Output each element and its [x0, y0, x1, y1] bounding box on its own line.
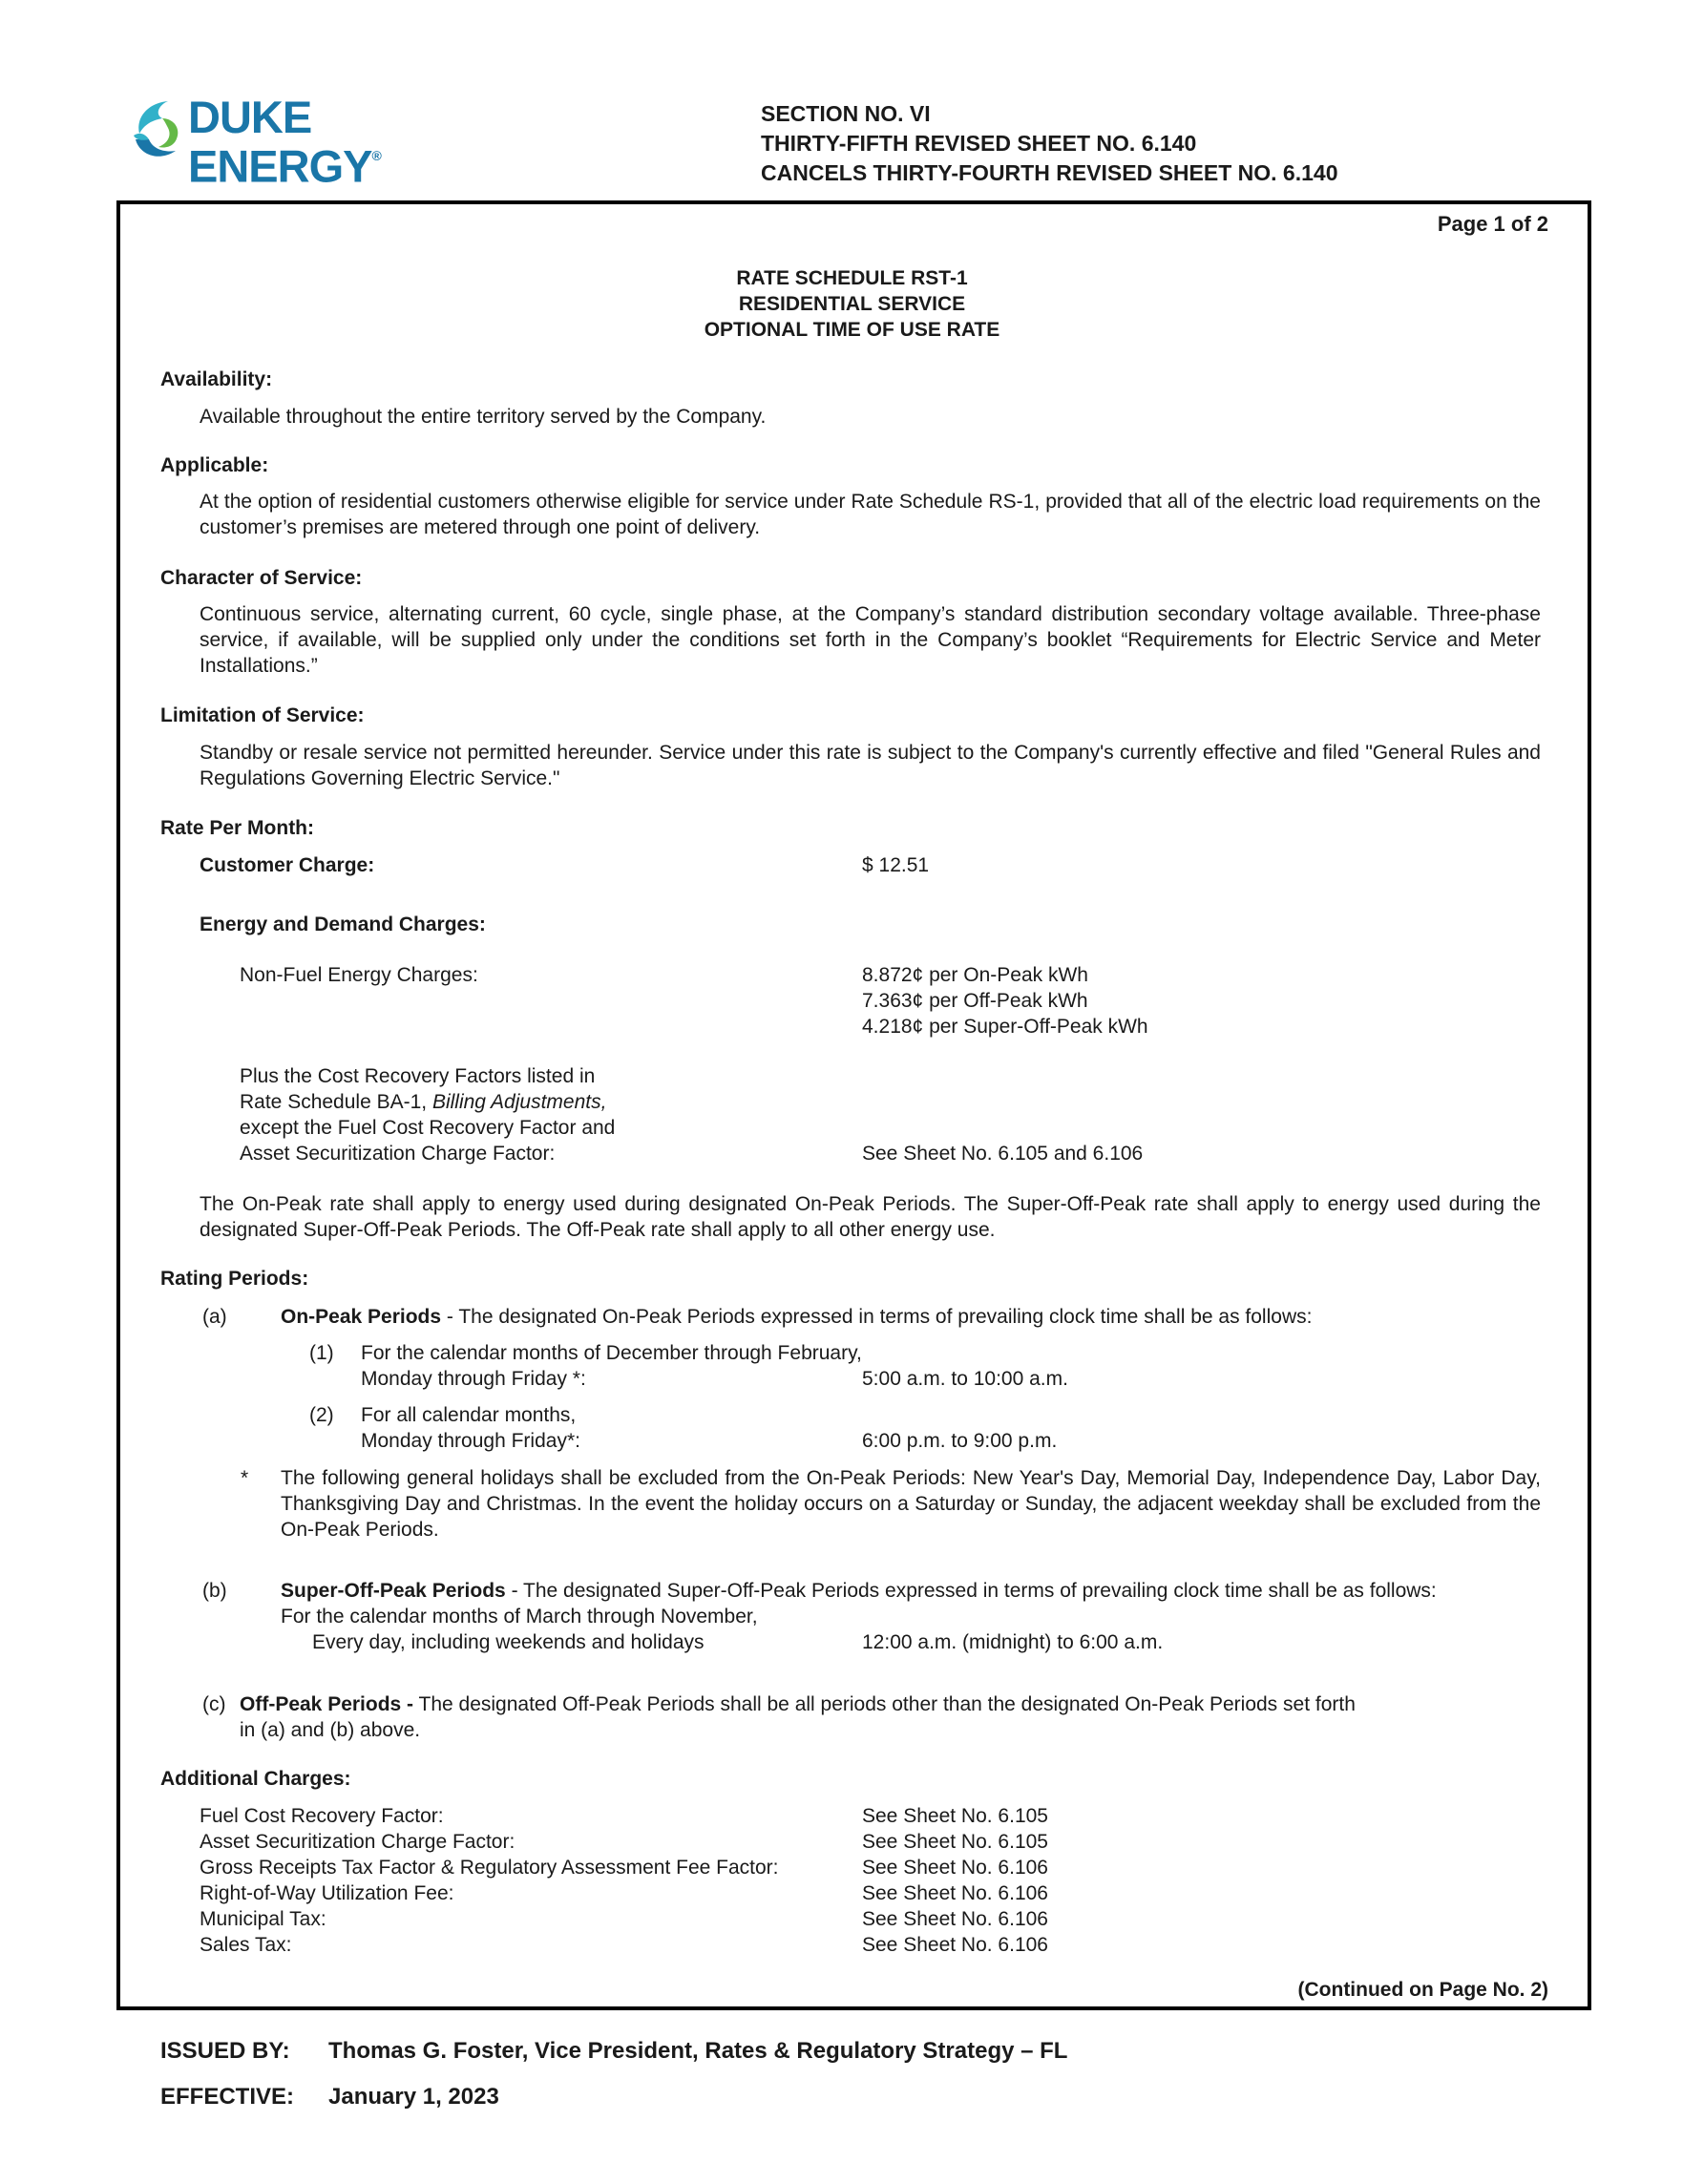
registered-mark: ®	[371, 148, 381, 163]
billing-adjustments-text: Billing Adjustments,	[431, 1091, 607, 1113]
availability-text: Available throughout the entire territory served by the Company.	[200, 406, 767, 428]
item-a1-number: (1)	[309, 1342, 334, 1364]
super-off-peak-rate: 4.218¢ per Super-Off-Peak kWh	[862, 1016, 1148, 1038]
super-off-peak-text	[281, 1578, 1437, 1604]
cost-recovery-value: See Sheet No. 6.105 and 6.106	[862, 1143, 1144, 1165]
charge-value: See Sheet No. 6.106	[862, 1934, 1048, 1956]
character-heading: Character of Service:	[160, 567, 363, 589]
title-line-3: OPTIONAL TIME OF USE RATE	[704, 319, 1000, 341]
charge-value: See Sheet No. 6.106	[862, 1857, 1048, 1879]
charge-label: Sales Tax:	[200, 1934, 292, 1956]
item-a1-time: 5:00 a.m. to 10:00 a.m.	[862, 1368, 1068, 1390]
on-peak-periods-title: On-Peak Periods	[281, 1306, 442, 1328]
off-peak-desc: The designated Off-Peak Periods shall be all periods other than the designated On-Peak Periods set forth	[413, 1693, 1356, 1715]
item-a2-line-1: For all calendar months,	[361, 1404, 577, 1426]
logo-energy-text: ENERGY	[188, 140, 372, 192]
limitation-text: Standby or resale service not permitted hereunder. Service under this rate is subject to the Company's currently effective and filed "General Rules and Regulations Governing Electric Service."	[200, 742, 1541, 789]
item-b-line-2: For the calendar months of March through November,	[281, 1606, 758, 1628]
item-c-line-2: in (a) and (b) above.	[240, 1719, 421, 1741]
nonfuel-values	[862, 962, 1148, 1040]
on-peak-periods-text	[281, 1304, 1312, 1330]
cost-recovery-line-1: Plus the Cost Recovery Factors listed in	[240, 1065, 596, 1087]
item-a-label: (a)	[202, 1306, 227, 1328]
charge-value: See Sheet No. 6.106	[862, 1882, 1048, 1904]
additional-charges-heading: Additional Charges:	[160, 1768, 351, 1790]
charge-value: See Sheet No. 6.106	[862, 1908, 1048, 1930]
logo-duke-text: DUKE	[188, 92, 312, 142]
revised-sheet: THIRTY-FIFTH REVISED SHEET NO. 6.140	[761, 131, 1197, 156]
item-a2-text	[361, 1402, 580, 1454]
customer-charge-label: Customer Charge:	[200, 854, 375, 876]
off-peak-text	[240, 1691, 1356, 1717]
title-line-1: RATE SCHEDULE RST-1	[736, 267, 968, 289]
charge-value: See Sheet No. 6.105	[862, 1805, 1048, 1827]
charge-label: Fuel Cost Recovery Factor:	[200, 1805, 444, 1827]
super-off-peak-title: Super-Off-Peak Periods	[281, 1580, 506, 1602]
applicable-text: At the option of residential customers otherwise eligible for service under Rate Schedule RS-1, provided that all of the electric load requirements on the customer’s premises are metered through one point of delivery.	[200, 491, 1541, 538]
cost-recovery-line-4: Asset Securitization Charge Factor:	[240, 1143, 556, 1165]
charge-label: Right-of-Way Utilization Fee:	[200, 1882, 454, 1904]
effective-value: January 1, 2023	[328, 2084, 499, 2110]
cost-recovery-line-2: Rate Schedule BA-1,	[240, 1091, 432, 1113]
sheet-header	[761, 99, 1337, 188]
on-peak-rate: 8.872¢ per On-Peak kWh	[862, 964, 1088, 986]
duke-energy-logo-mark-icon	[130, 97, 187, 164]
duke-energy-logo	[130, 92, 416, 192]
item-a1-line-1: For the calendar months of December through February,	[361, 1342, 862, 1364]
item-b-line-3: Every day, including weekends and holidays	[312, 1631, 705, 1653]
section-number: SECTION NO. VI	[761, 101, 931, 126]
off-peak-title: Off-Peak Periods -	[240, 1693, 414, 1715]
on-peak-periods-desc: - The designated On-Peak Periods expressed in terms of prevailing clock time shall be as follows:	[441, 1306, 1313, 1328]
rating-periods-heading: Rating Periods:	[160, 1268, 309, 1290]
energy-demand-heading: Energy and Demand Charges:	[200, 914, 486, 935]
off-peak-rate: 7.363¢ per Off-Peak kWh	[862, 990, 1088, 1012]
issued-by-value: Thomas G. Foster, Vice President, Rates & Regulatory Strategy – FL	[328, 2038, 1068, 2064]
additional-charges-labels	[200, 1803, 779, 1958]
additional-charges-values	[862, 1803, 1048, 1958]
item-a2-time: 6:00 p.m. to 9:00 p.m.	[862, 1430, 1058, 1452]
character-text: Continuous service, alternating current, 60 cycle, single phase, at the Company’s standard distribution secondary voltage available. Three-phase service, if available, will be supplied only under the conditions set forth in the Company’s booklet “Requirements for Electric Service and Meter Installations.”	[200, 603, 1541, 677]
item-a2-line-2: Monday through Friday*:	[361, 1430, 580, 1452]
availability-heading: Availability:	[160, 368, 273, 390]
item-c-label: (c)	[202, 1693, 226, 1715]
item-a1-text	[361, 1340, 862, 1392]
charge-label: Asset Securitization Charge Factor:	[200, 1831, 515, 1853]
title-line-2: RESIDENTIAL SERVICE	[738, 293, 966, 315]
rate-application-note: The On-Peak rate shall apply to energy used during designated On-Peak Periods. The Super-Off-Peak rate shall apply to energy used during the designated Super-Off-Peak Periods. The Off-Peak rate shall apply to all other energy use.	[200, 1193, 1541, 1241]
effective-label: EFFECTIVE:	[160, 2084, 295, 2110]
customer-charge-value: $ 12.51	[862, 854, 930, 876]
item-b-time: 12:00 a.m. (midnight) to 6:00 a.m.	[862, 1631, 1164, 1653]
charge-label: Municipal Tax:	[200, 1908, 326, 1930]
item-a2-number: (2)	[309, 1404, 334, 1426]
holiday-note: The following general holidays shall be excluded from the On-Peak Periods: New Year's Day, Memorial Day, Independence Day, Labor Day, Thanksgiving Day and Christmas. In the event the holiday occurs on a Saturday or Sunday, the adjacent weekday shall be excluded from the On-Peak Periods.	[281, 1467, 1541, 1541]
limitation-heading: Limitation of Service:	[160, 704, 365, 726]
cancels-sheet: CANCELS THIRTY-FOURTH REVISED SHEET NO. 6.140	[761, 160, 1338, 185]
cost-recovery-line-3: except the Fuel Cost Recovery Factor and	[240, 1117, 616, 1139]
continued-note: (Continued on Page No. 2)	[1297, 1979, 1548, 2001]
cost-recovery-text	[240, 1063, 615, 1166]
rate-schedule-title	[0, 265, 1704, 343]
item-b-label: (b)	[202, 1580, 227, 1602]
charge-value: See Sheet No. 6.105	[862, 1831, 1048, 1853]
charge-label: Gross Receipts Tax Factor & Regulatory Assessment Fee Factor:	[200, 1857, 779, 1879]
item-a1-line-2: Monday through Friday *:	[361, 1368, 586, 1390]
issued-by-label: ISSUED BY:	[160, 2038, 290, 2064]
page-number: Page 1 of 2	[1437, 212, 1548, 236]
super-off-peak-desc: - The designated Super-Off-Peak Periods expressed in terms of prevailing clock time shall be as follows:	[505, 1580, 1437, 1602]
holiday-asterisk: *	[241, 1467, 249, 1489]
rate-heading: Rate Per Month:	[160, 817, 315, 839]
nonfuel-label: Non-Fuel Energy Charges:	[240, 964, 478, 986]
applicable-heading: Applicable:	[160, 454, 269, 476]
